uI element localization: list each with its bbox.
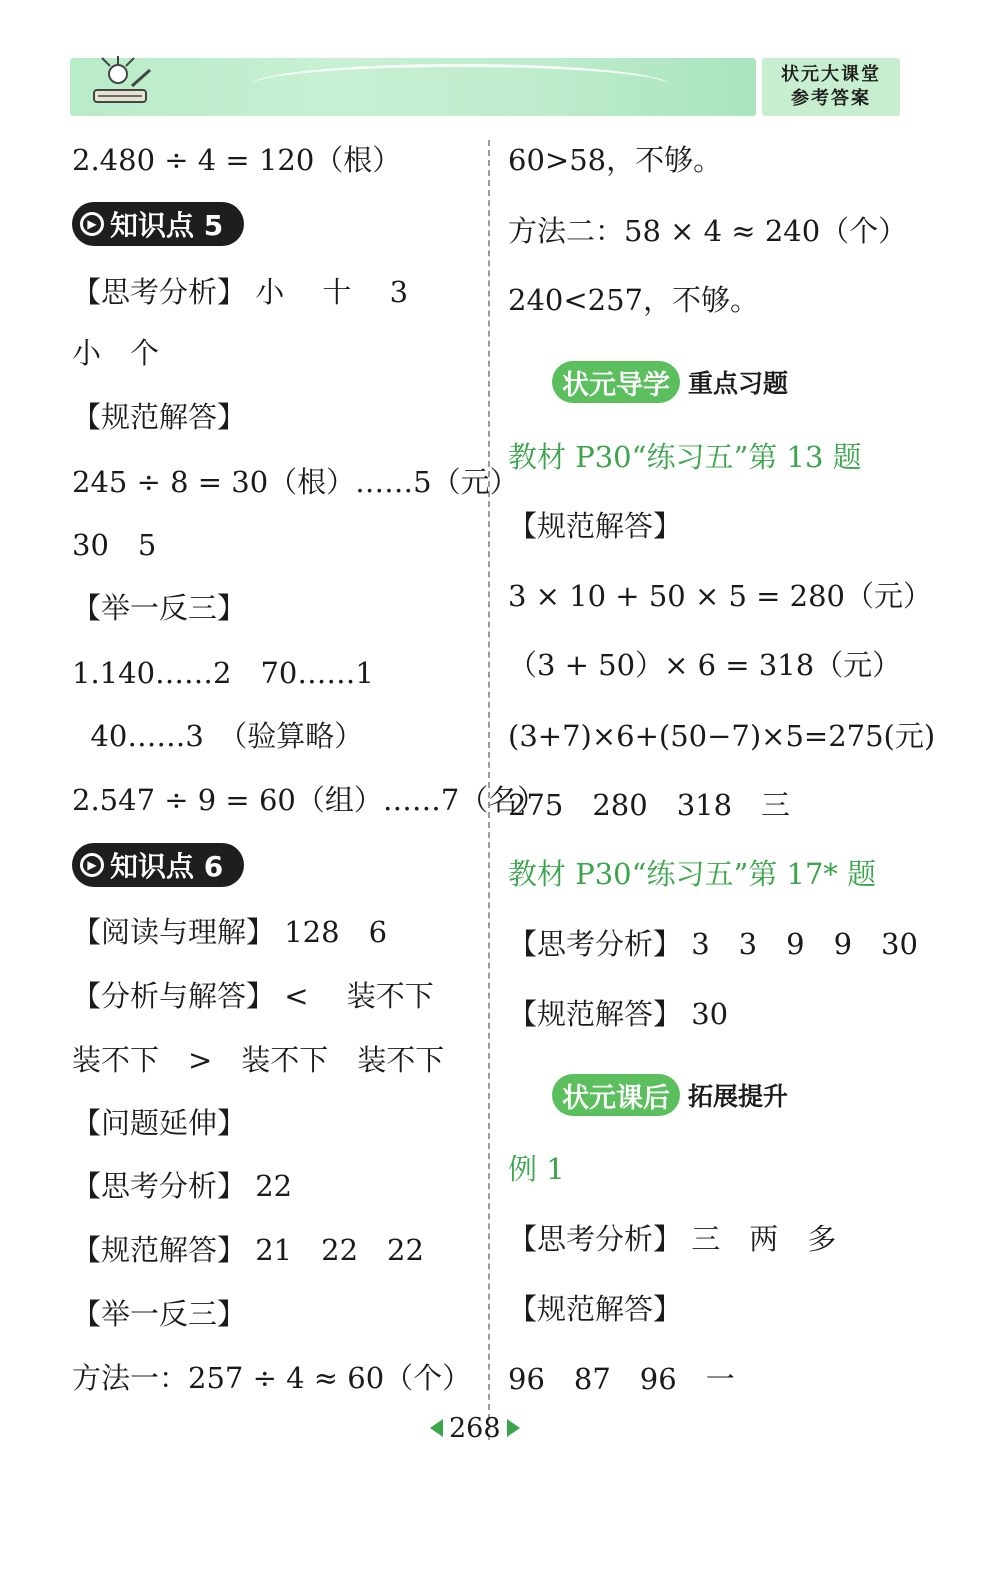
answer-line: 【思考分析】 22 bbox=[72, 1169, 293, 1203]
play-circle-icon: ▶ bbox=[80, 853, 104, 877]
answer-line: 小 个 bbox=[72, 336, 160, 370]
triangle-left-icon bbox=[430, 1419, 443, 1437]
section-heading: 【规范解答】 bbox=[72, 400, 247, 434]
badge-label: 知识点 6 bbox=[110, 850, 224, 883]
section-banner bbox=[552, 360, 788, 404]
exercise-heading: 教材 P30“练习五”第 17* 题 bbox=[508, 857, 877, 891]
answer-line: 3 × 10 + 50 × 5 = 280（元） bbox=[508, 579, 932, 613]
banner-pill bbox=[552, 1074, 680, 1116]
knowledge-point-badge bbox=[72, 843, 244, 887]
banner-suffix: 拓展提升 bbox=[688, 1082, 789, 1111]
brand-box bbox=[762, 58, 900, 116]
answer-line: 96 87 96 一 bbox=[508, 1362, 735, 1396]
section-heading: 【举一反三】 bbox=[72, 591, 247, 625]
answer-line: 245 ÷ 8 = 30（根）……5（元） bbox=[72, 465, 519, 499]
play-circle-icon: ▶ bbox=[80, 212, 104, 236]
triangle-right-icon bbox=[507, 1419, 520, 1437]
answer-line: 2.547 ÷ 9 = 60（组）……7（名） bbox=[72, 783, 547, 817]
answer-line: 【规范解答】 21 22 22 bbox=[72, 1233, 424, 1267]
section-banner bbox=[552, 1073, 788, 1117]
section-heading: 【规范解答】 bbox=[508, 1292, 683, 1326]
answer-line: 30 5 bbox=[72, 528, 157, 562]
answer-line: 275 280 318 三 bbox=[508, 788, 791, 822]
badge-label: 知识点 5 bbox=[110, 209, 224, 242]
answer-line: 2.480 ÷ 4 = 120（根） bbox=[72, 143, 402, 177]
section-heading: 【问题延伸】 bbox=[72, 1106, 247, 1140]
banner-suffix: 重点习题 bbox=[688, 369, 789, 398]
answer-line: 【分析与解答】 < 装不下 bbox=[72, 979, 434, 1013]
banner-pill bbox=[552, 361, 680, 403]
pencil-doodle-icon bbox=[88, 56, 158, 112]
answer-line: 240<257，不够。 bbox=[508, 283, 760, 317]
answer-line: 【思考分析】 三 两 多 bbox=[508, 1222, 837, 1256]
header-decoration bbox=[250, 64, 670, 107]
answer-line: （3 + 50）× 6 = 318（元） bbox=[508, 648, 902, 682]
exercise-heading: 教材 P30“练习五”第 13 题 bbox=[508, 440, 862, 474]
brand-subtitle: 参考答案 bbox=[791, 88, 871, 109]
answer-line: 【阅读与理解】 128 6 bbox=[72, 915, 388, 949]
header-band bbox=[70, 58, 756, 116]
answer-line: (3+7)×6+(50−7)×5=275(元) bbox=[508, 719, 936, 753]
answer-line: 60>58，不够。 bbox=[508, 143, 723, 177]
page-number bbox=[430, 1410, 520, 1446]
answer-line: 【规范解答】 30 bbox=[508, 997, 729, 1031]
answer-line: 方法二：58 × 4 ≈ 240（个） bbox=[508, 214, 908, 248]
section-heading: 【举一反三】 bbox=[72, 1297, 247, 1331]
answer-line: 方法一：257 ÷ 4 ≈ 60（个） bbox=[72, 1361, 472, 1395]
answer-line: 40……3 （验算略） bbox=[72, 719, 364, 753]
knowledge-point-badge bbox=[72, 202, 244, 246]
page-number-label: 268 bbox=[449, 1412, 501, 1444]
answer-line: 1.140……2 70……1 bbox=[72, 656, 374, 690]
brand-title: 状元大课堂 bbox=[781, 64, 881, 85]
answer-line: 【思考分析】 3 3 9 9 30 bbox=[508, 927, 918, 961]
example-heading: 例 1 bbox=[508, 1152, 565, 1186]
banner-pill-label: 状元导学 bbox=[562, 369, 670, 401]
answer-line: 【思考分析】 小 十 3 bbox=[72, 275, 409, 309]
section-heading: 【规范解答】 bbox=[508, 509, 683, 543]
answer-line: 装不下 > 装不下 装不下 bbox=[72, 1043, 445, 1077]
banner-pill-label: 状元课后 bbox=[562, 1082, 670, 1114]
